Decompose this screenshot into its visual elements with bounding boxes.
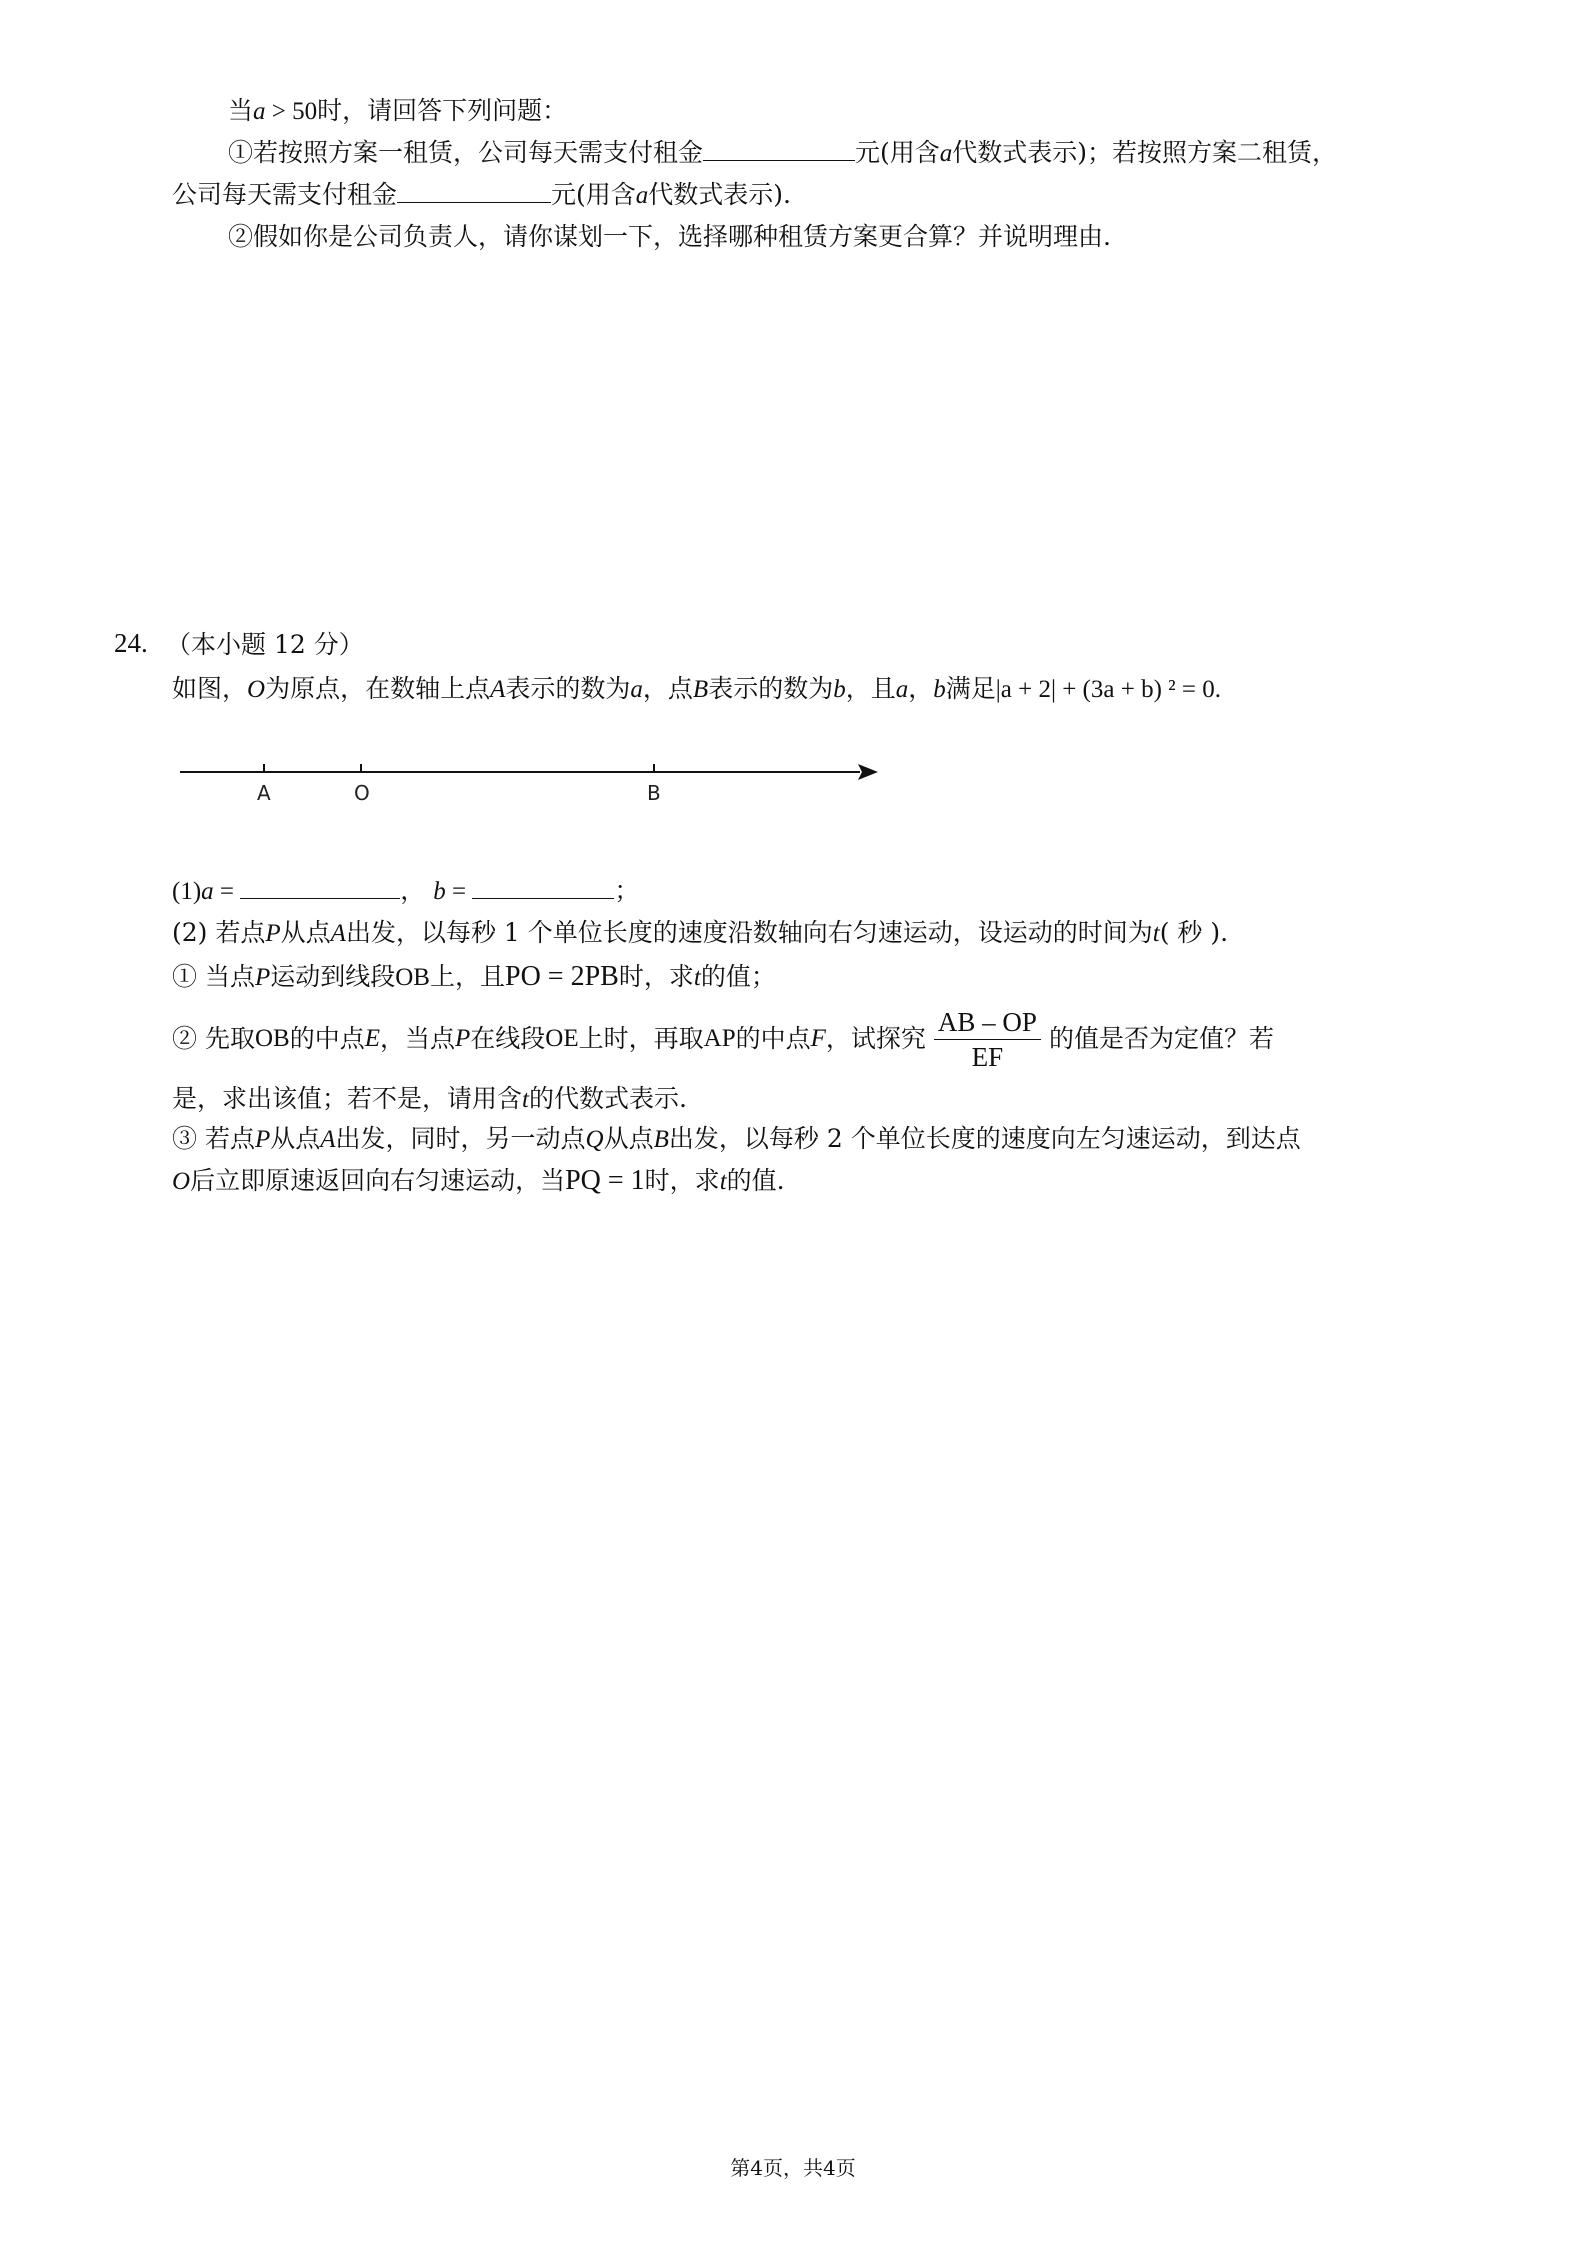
number-line-figure [170, 748, 890, 818]
label-A: A [257, 781, 271, 805]
answer-blank-b[interactable] [472, 878, 614, 899]
q23-line-2: ①若按照方案一租赁，公司每天需支付租金 元(用含a代数式表示)；若按照方案二租赁， [228, 138, 1338, 167]
sub-question-3: ③ 若点P从点A出发，同时，另一动点Q从点B出发，以每秒 2 个单位长度的速度向左匀速运动，到达点 [172, 1124, 1301, 1153]
q23-line-4: ②假如你是公司负责人，请你谋划一下，选择哪种租赁方案更合算？并说明理由. [228, 222, 1111, 251]
fraction-numerator: AB – OP [934, 1005, 1041, 1040]
answer-blank-plan1[interactable] [703, 140, 855, 161]
sub-question-2: ② 先取 OB 的中点 E ，当点 P 在线段 OE 上时，再取 AP 的中点 F ，试探究 $\frac{AB - OP}{EF}$ 的值是否为定值？若 [172, 1006, 1274, 1072]
label-O: O [354, 781, 370, 805]
page-footer: 第4页，共4页 [730, 2156, 856, 2180]
label-B: B [647, 781, 661, 805]
q23-line-3: 公司每天需支付租金 元(用含a代数式表示). [172, 180, 791, 209]
answer-blank-a[interactable] [240, 878, 400, 899]
q23-line-1: 当a > 50时，请回答下列问题： [228, 96, 568, 125]
sub-question-1: ① 当点P运动到线段OB上，且PO = 2PB时，求t的值； [172, 961, 776, 992]
condition-equation: |a + 2| + (3a + b) ² = 0. [995, 676, 1221, 703]
part-1: (1)a = ， b = ； [172, 876, 640, 905]
q24-intro: 如图，O为原点，在数轴上点A表示的数为a，点B表示的数为b，且a，b满足|a + 2| + (3a + b) ² = 0. [172, 674, 1221, 703]
sub-question-2-cont: 是，求出该值；若不是，请用含t的代数式表示. [172, 1084, 687, 1113]
arrow-head-icon [858, 764, 878, 780]
fraction-denominator: EF [971, 1041, 1004, 1072]
sub-question-3-cont: O后立即原速返回向右匀速运动，当PQ = 1时，求t的值. [172, 1165, 785, 1196]
question-header: （本小题 12 分） [166, 630, 364, 659]
ratio-fraction [934, 1005, 1041, 1074]
part-2: (2) 若点P从点A出发，以每秒 1 个单位长度的速度沿数轴向右匀速运动，设运动的时间为t( 秒 ). [172, 918, 1229, 947]
question-number: 24. [114, 628, 148, 658]
answer-blank-plan2[interactable] [397, 182, 551, 203]
